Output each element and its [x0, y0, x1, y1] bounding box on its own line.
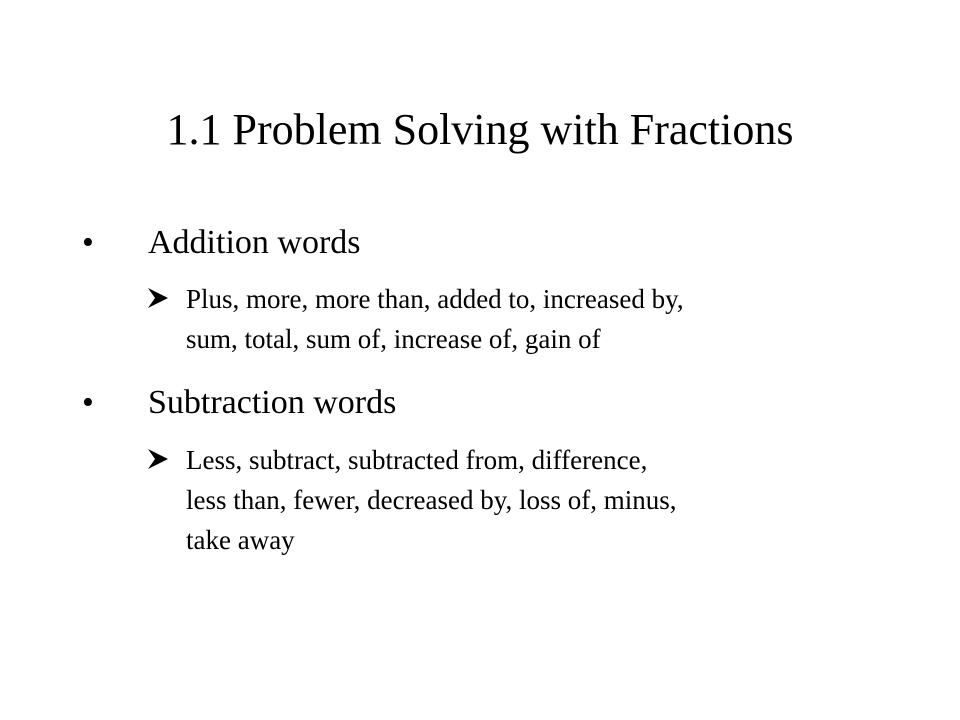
bullet-addition: [0, 218, 960, 268]
arrowhead-bullet-icon: [146, 447, 170, 471]
sub-bullet-text-subtraction: [186, 440, 886, 560]
bullet-heading-addition: Addition words: [148, 224, 361, 261]
sub-line: take away: [186, 525, 295, 555]
sub-line: sum, total, sum of, increase of, gain of: [186, 324, 601, 354]
bullet-dot: •: [82, 224, 94, 261]
sub-line: Less, subtract, subtracted from, difference,: [186, 445, 648, 475]
bullet-heading-subtraction: Subtraction words: [148, 384, 397, 421]
sub-bullet-text-addition: [186, 279, 886, 359]
arrowhead-bullet-icon: [146, 286, 170, 310]
bullet-subtraction: [0, 378, 960, 428]
sub-line: less than, fewer, decreased by, loss of, minus,: [186, 485, 677, 515]
slide-title: 1.1 Problem Solving with Fractions: [166, 105, 794, 154]
sub-line: Plus, more, more than, added to, increased by,: [186, 284, 684, 314]
bullet-dot: •: [82, 384, 94, 421]
